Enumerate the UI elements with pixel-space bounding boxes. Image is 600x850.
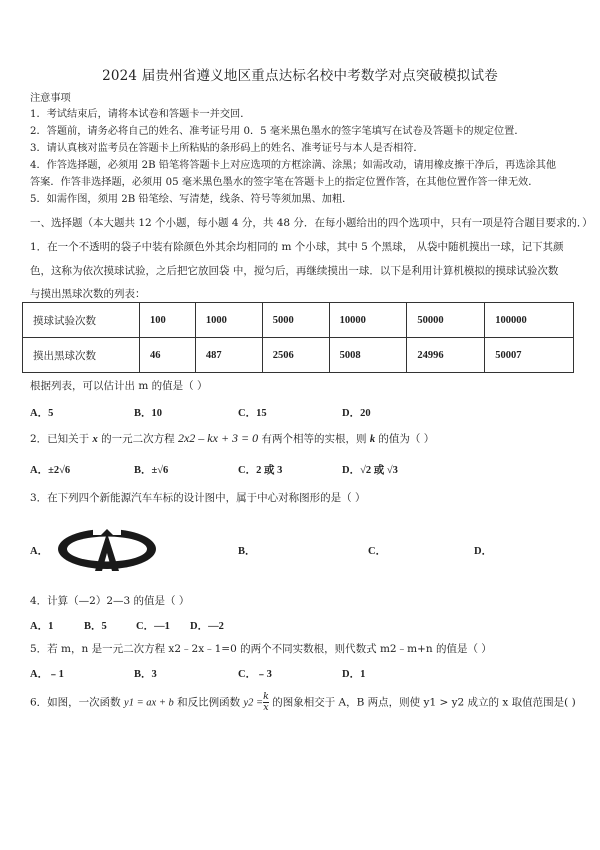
q6-text: 和反比例函数 bbox=[173, 696, 244, 709]
q2-text: 有两个相等的实根，则 bbox=[258, 433, 370, 445]
q6-linear-function: y1 = ax + b bbox=[124, 697, 174, 709]
table-row bbox=[23, 338, 574, 373]
option-d[interactable]: D．—2 bbox=[190, 621, 224, 632]
table-cell: 10000 bbox=[329, 303, 407, 338]
option-a[interactable]: A． bbox=[30, 546, 49, 557]
q1-line: 1．在一个不透明的袋子中装有除颜色外其余均相同的 m 个小球，其中 5 个黑球， 从袋中随机摸出一球，记下其颜 bbox=[30, 241, 564, 253]
q2-text: 的值为（ ） bbox=[375, 433, 435, 445]
table-row-label: 摸球试验次数 bbox=[23, 303, 140, 338]
q2-stem bbox=[30, 432, 434, 446]
option-a[interactable]: A．1 bbox=[30, 621, 54, 632]
q2-equation: 2x2 – kx + 3 = 0 bbox=[177, 431, 259, 445]
note-item: 5．如需作图，须用 2B 铅笔绘、写清楚，线条、符号等须加黑、加粗． bbox=[30, 194, 353, 205]
q6-stem bbox=[30, 692, 576, 713]
q2-var-x: x bbox=[92, 434, 98, 445]
option-b[interactable]: B．5 bbox=[84, 621, 107, 632]
page-title: 2024 届贵州省遵义地区重点达标名校中考数学对点突破模拟试卷 bbox=[102, 68, 498, 84]
note-item: 4．作答选择题，必须用 2B 铅笔将答题卡上对应选项的方框涂满、涂黑；如需改动，请用橡皮擦干净后，再选涂其他 bbox=[30, 160, 557, 171]
note-item: 3．请认真核对监考员在答题卡上所粘贴的条形码上的姓名、准考证号与本人是否相符． bbox=[30, 143, 424, 154]
table-cell: 5000 bbox=[262, 303, 329, 338]
option-d[interactable]: D．1 bbox=[342, 669, 366, 680]
q6-inverse-function: y2 = bbox=[243, 697, 264, 709]
table-cell: 100 bbox=[140, 303, 196, 338]
note-item: 答案．作答非选择题，必须用 05 毫米黑色墨水的签字笔在答题卡上的指定位置作答，在其他位置作答一律无效． bbox=[30, 177, 539, 188]
table-cell: 5008 bbox=[329, 338, 407, 373]
option-a[interactable]: A．5 bbox=[30, 408, 54, 419]
option-b[interactable]: B． bbox=[238, 546, 256, 557]
car-logo-icon bbox=[55, 527, 159, 571]
q1-line: 与摸出黑球次数的列表： bbox=[30, 288, 146, 300]
table-cell: 1000 bbox=[195, 303, 262, 338]
option-b[interactable]: B．3 bbox=[134, 669, 157, 680]
q6-fraction-numerator: k bbox=[263, 691, 269, 702]
option-c[interactable]: C．﹣3 bbox=[238, 669, 272, 680]
option-a[interactable]: A．﹣1 bbox=[30, 669, 64, 680]
table-cell: 50000 bbox=[407, 303, 485, 338]
option-d[interactable]: D．20 bbox=[342, 408, 371, 419]
q2-var-k: k bbox=[369, 434, 376, 445]
table-cell: 100000 bbox=[485, 303, 574, 338]
table-cell: 50007 bbox=[485, 338, 574, 373]
option-b[interactable]: B．10 bbox=[134, 408, 163, 419]
q6-text: 6．如图，一次函数 bbox=[30, 696, 125, 709]
note-item: 2．答题前，请务必将自己的姓名、准考证号用 0．5 毫米黑色墨水的签字笔填写在试卷及答题卡的规定位置． bbox=[30, 126, 525, 137]
option-d[interactable]: D．√2 或 √3 bbox=[342, 465, 398, 476]
table-cell: 24996 bbox=[407, 338, 485, 373]
section-heading: 一、选择题（本大题共 12 个小题，每小题 4 分，共 48 分．在每小题给出的四个选项中，只有一项是符合题目要求的．） bbox=[30, 217, 593, 229]
note-item: 1．考试结束后，请将本试卷和答题卡一并交回． bbox=[30, 109, 251, 120]
results-table bbox=[22, 302, 574, 373]
q2-text: 2．已知关于 bbox=[30, 433, 93, 445]
q4-stem: 4．计算（—2）2—3 的值是（ ） bbox=[30, 595, 190, 607]
table-row bbox=[23, 303, 574, 338]
table-cell: 2506 bbox=[262, 338, 329, 373]
q1-after: 根据列表，可以估计出 m 的值是（ ） bbox=[30, 380, 208, 392]
option-c[interactable]: C．2 或 3 bbox=[238, 465, 283, 476]
q2-text: 的一元二次方程 bbox=[97, 433, 178, 445]
option-c[interactable]: C． bbox=[368, 546, 387, 557]
table-cell: 46 bbox=[140, 338, 196, 373]
table-cell: 487 bbox=[195, 338, 262, 373]
q1-line: 色，这称为依次摸球试验，之后把它放回袋 中，搅匀后，再继续摸出一球．以下是利用计算机模拟的摸球试验次数 bbox=[30, 265, 559, 277]
notes-heading: 注意事项 bbox=[30, 93, 71, 104]
option-a[interactable]: A．±2√6 bbox=[30, 465, 71, 476]
option-d[interactable]: D． bbox=[474, 546, 493, 557]
option-c[interactable]: C．15 bbox=[238, 408, 267, 419]
table-row-label: 摸出黑球次数 bbox=[23, 338, 140, 373]
q6-text: 的图象相交于 A，B 两点，则使 y1 > y2 成立的 x 取值范围是( ) bbox=[268, 696, 576, 709]
option-b[interactable]: B．±√6 bbox=[134, 465, 169, 476]
q5-stem: 5．若 m，n 是一元二次方程 x2﹣2x﹣1=0 的两个不同实数根，则代数式 m2﹣m+n 的值是（ ） bbox=[30, 643, 492, 655]
q6-fraction-denominator: x bbox=[263, 702, 269, 713]
q3-stem: 3．在下列四个新能源汽车车标的设计图中，属于中心对称图形的是（ ） bbox=[30, 492, 366, 504]
option-c[interactable]: C．—1 bbox=[136, 621, 170, 632]
